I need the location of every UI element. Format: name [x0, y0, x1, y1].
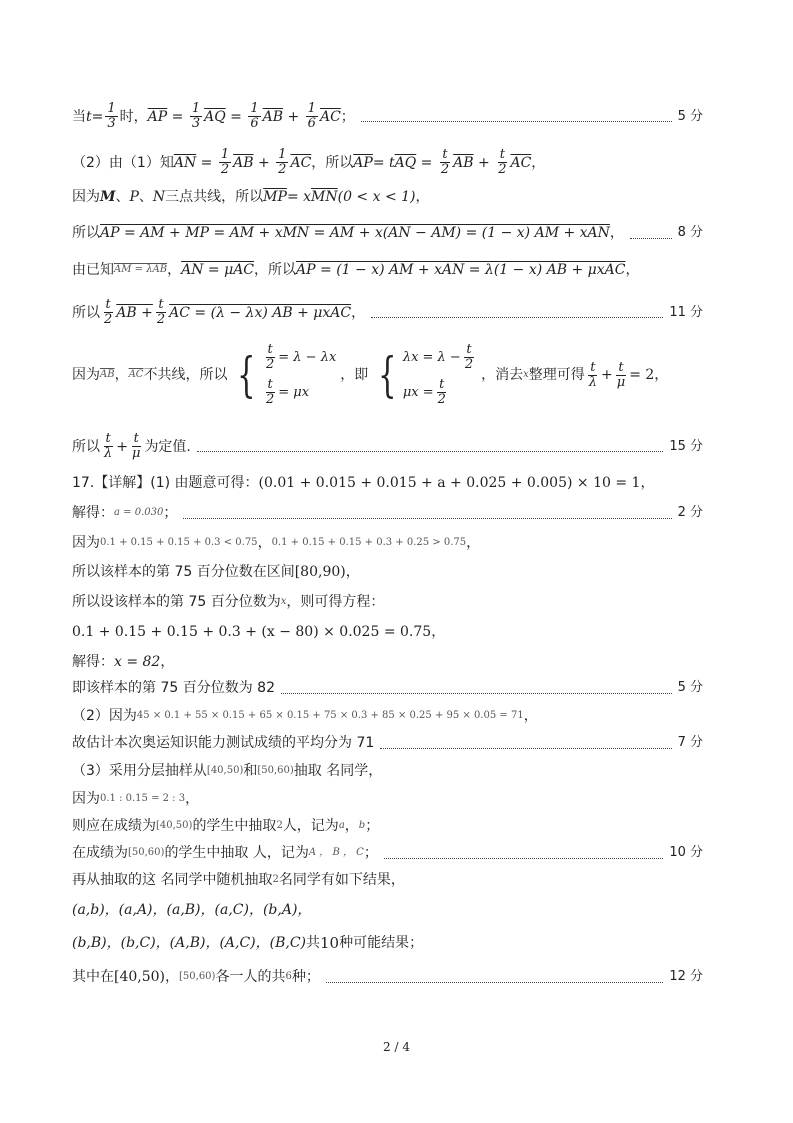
math-var: M: [100, 189, 116, 205]
vector: $\overline{AC}$: [128, 369, 144, 380]
line-text: ，: [165, 969, 180, 985]
line-text: ，即: [340, 367, 369, 383]
denominator: 2: [498, 162, 507, 177]
line-text: 在成绩为: [72, 845, 128, 861]
denominator: 2: [266, 357, 275, 372]
interval: [40,50): [206, 765, 244, 776]
numerator: t: [442, 147, 448, 162]
numerator: t: [105, 431, 111, 446]
line-text: ，: [415, 189, 430, 205]
math-expression: AP = (1 − x) AM + xAN = λ(1 − x) AB + μxAC: [296, 262, 626, 278]
denominator: μ: [616, 374, 626, 390]
interval: [80,90): [294, 564, 346, 580]
solution-line: [72, 533, 703, 553]
line-text: ，: [344, 818, 359, 834]
line-text: 种；: [291, 969, 320, 985]
line-text: ，: [167, 262, 182, 278]
math-expression: AP = AM + MP = AM + xMN = AM + x(AN − AM) = (1 − x) AM + xAN: [100, 225, 610, 241]
line-text: 其中在: [72, 969, 114, 985]
line-text: ，: [345, 564, 360, 580]
line-text: 人，记为: [282, 818, 339, 834]
equation-system: [231, 343, 336, 407]
math-condition: (0 < x < 1): [337, 189, 416, 205]
numerator: t: [439, 377, 445, 392]
fraction: [102, 432, 114, 461]
math-operator: = x: [286, 189, 312, 205]
math-operator: =: [416, 154, 437, 171]
line-text: 名同学有如下结果，: [278, 872, 405, 888]
denominator: 2: [156, 312, 166, 327]
math-operator: =: [167, 108, 188, 125]
solution-line: [72, 789, 703, 809]
solution-line: [72, 102, 703, 131]
fraction: [276, 148, 288, 177]
vector: $\overline{AQ}$: [204, 108, 226, 125]
line-text: 所以: [72, 438, 100, 455]
line-text: 抽取 名同学，: [293, 763, 383, 779]
fraction: [190, 102, 202, 131]
solution-line: [72, 298, 703, 327]
line-text: ，: [185, 791, 200, 807]
line-text: （2）由（1）知: [72, 154, 174, 171]
math-expression: 45 × 0.1 + 55 × 0.15 + 65 × 0.15 + 75 × 0.3 + 85 × 0.25 + 95 × 0.05 = 71: [136, 710, 524, 721]
line-text: ，: [160, 654, 175, 670]
vector: $\overline{AB}$: [233, 154, 254, 171]
solution-line: [72, 678, 703, 698]
fraction: [264, 378, 276, 407]
line-text: 的学生中抽取: [192, 818, 277, 834]
numerator: t: [133, 431, 139, 446]
line-text: ，则可得方程：: [286, 594, 385, 610]
math-expression: a = 0.030: [114, 507, 164, 518]
line-text: 因为: [72, 535, 100, 551]
denominator: 2: [437, 392, 446, 407]
leader-dots: [384, 858, 663, 859]
line-text: ，: [351, 304, 366, 321]
vector: $\overline{MN}$: [311, 189, 338, 205]
score-label: 7 分: [677, 735, 703, 750]
vector: $\overline{AB}$: [453, 154, 474, 171]
line-text: ，: [257, 535, 272, 551]
score-label: 5 分: [677, 680, 703, 695]
page-number: 2 / 4: [383, 1040, 410, 1054]
math-expression: 0.1 : 0.15 = 2 : 3: [100, 793, 186, 804]
math-number: 2: [276, 820, 283, 831]
leader-dots: [183, 518, 671, 519]
interval: [50,60): [257, 765, 294, 776]
math-operator: =: [225, 108, 247, 125]
leader-dots: [361, 121, 672, 122]
equation: λx = λ −: [402, 349, 461, 365]
solution-line: [72, 148, 703, 177]
solution-line: [72, 761, 703, 781]
fraction: [248, 102, 260, 131]
numerator: t: [466, 342, 472, 357]
numerator: t: [267, 342, 273, 357]
line-text: 各一人的共: [215, 969, 286, 985]
solution-line: [72, 432, 703, 461]
interval: [50,60): [179, 971, 216, 982]
fraction: [155, 298, 167, 327]
math-var: A ， B ， C: [308, 847, 364, 858]
math-expression: AN = μAC: [181, 262, 255, 278]
line-text: 则应在成绩为: [72, 818, 156, 834]
math-var: P: [129, 189, 139, 205]
score-label: 5 分: [677, 108, 703, 124]
leader-dots: [630, 238, 672, 239]
denominator: 2: [278, 162, 287, 177]
score-label: 10 分: [669, 845, 703, 860]
numerator: t: [267, 377, 273, 392]
solution-line: [72, 900, 703, 920]
vector: $\overline{AC}$: [319, 108, 341, 125]
line-text: 故估计本次奥运知识能力测试成绩的平均分为 71: [72, 735, 375, 751]
fraction: [615, 361, 627, 390]
solution-line: [72, 652, 703, 672]
denominator: 2: [220, 162, 230, 177]
leader-dots: [197, 451, 663, 452]
denominator: 2: [266, 392, 275, 407]
score-label: 12 分: [669, 969, 703, 984]
line-text: 时，: [119, 108, 148, 125]
brace: {: [237, 347, 256, 403]
line-text: 由已知: [72, 262, 114, 278]
math-operator: +: [253, 154, 275, 171]
math-var: t: [86, 108, 92, 125]
solution-line: [72, 933, 703, 953]
math-operator: +: [283, 108, 304, 125]
solution-line: [72, 622, 703, 642]
vector: $\overline{AP}$: [147, 108, 168, 125]
line-text: 所以: [72, 304, 100, 321]
leader-dots: [281, 693, 672, 694]
equation: μx =: [402, 384, 434, 400]
line-text: ，: [531, 154, 546, 171]
score-label: 11 分: [669, 304, 703, 320]
line-text: 所以设该样本的第 75 百分位数为: [72, 594, 281, 610]
math-expression: (a,b)，(a,A)，(a,B)，(a,C)，(b,A)，: [72, 902, 312, 918]
line-text: ，: [609, 225, 624, 241]
leader-dots: [326, 982, 663, 983]
fraction: [130, 432, 142, 461]
math-number: 10: [320, 934, 340, 952]
denominator: 6: [307, 116, 316, 131]
math-operator: +: [601, 367, 613, 383]
denominator: 3: [191, 116, 201, 131]
equation-system: [372, 343, 477, 407]
math-operator: +: [473, 154, 495, 171]
line-text: 、: [115, 189, 130, 205]
math-expression: 0.1 + 0.15 + 0.15 + 0.3 + (x − 80) × 0.025 = 0.75: [72, 624, 432, 640]
math-operator: =: [91, 108, 104, 125]
line-text: 因为: [72, 791, 100, 807]
numerator: 1: [191, 101, 201, 116]
leader-dots: [380, 748, 671, 749]
line-text: 因为: [72, 189, 100, 205]
line-text: ，: [114, 367, 129, 383]
score-label: 15 分: [669, 438, 703, 454]
math-expression: x = 82: [114, 654, 161, 670]
line-text: 再从抽取的这 名同学中随机抽取: [72, 872, 273, 888]
denominator: 2: [464, 357, 474, 372]
denominator: λ: [588, 374, 597, 390]
math-operator: +: [116, 438, 128, 455]
line-text: 三点共线，所以: [165, 189, 264, 205]
line-text: 的学生中抽取 人，记为: [164, 845, 309, 861]
numerator: t: [158, 297, 164, 312]
line-text: ，所以: [311, 154, 354, 171]
score-label: 8 分: [677, 225, 703, 240]
line-text: ；: [363, 845, 378, 861]
line-text: （3）采用分层抽样从: [72, 763, 207, 779]
solution-line: [72, 733, 703, 753]
fraction: [102, 298, 114, 327]
line-text: 因为: [72, 367, 100, 383]
numerator: t: [618, 359, 624, 375]
math-number: 6: [285, 971, 292, 982]
vector: $\overline{AB}$: [100, 369, 115, 380]
line-text: 所以: [72, 225, 100, 241]
line-text: ，: [654, 367, 669, 383]
math-expression: (b,B)，(b,C)，(A,B)，(A,C)，(B,C): [72, 935, 307, 951]
vector: $\overline{AQ}$: [394, 154, 417, 171]
denominator: λ: [104, 446, 113, 461]
solution-line: [72, 340, 703, 410]
math-expression: = 2: [629, 367, 655, 383]
math-expression: 0.1 + 0.15 + 0.15 + 0.3 < 0.75: [100, 537, 258, 548]
interval: [40,50): [114, 969, 166, 985]
line-text: ；: [340, 108, 355, 125]
vector: $\overline{AP}$: [353, 154, 373, 171]
numerator: 1: [107, 101, 116, 116]
solution-line: [72, 562, 703, 582]
numerator: t: [499, 147, 505, 162]
vector: $\overline{AC}$: [290, 154, 312, 171]
line-text: ；: [365, 818, 380, 834]
math-var: a: [338, 820, 345, 831]
interval: [50,60): [128, 847, 165, 858]
line-text: 即该样本的第 75 百分位数为 82: [72, 680, 275, 696]
math-expression: (0.01 + 0.015 + 0.015 + a + 0.025 + 0.005) × 10 = 1: [258, 475, 641, 491]
line-text: ，所以: [254, 262, 297, 278]
solution-line: [72, 706, 703, 726]
line-text: ，: [625, 262, 640, 278]
math-var: b: [358, 820, 366, 831]
vector: $\overline{AN}$: [173, 154, 197, 171]
numerator: t: [590, 359, 596, 375]
denominator: 6: [250, 116, 259, 131]
numerator: 1: [278, 147, 287, 162]
vector: $\overline{MP}$: [263, 189, 287, 205]
line-text: 为定值.: [144, 438, 191, 455]
fraction: [463, 343, 475, 372]
line-text: 共: [306, 935, 321, 951]
line-text: 整理可得: [528, 367, 585, 383]
math-expression: AC = (λ − λx) AB + μxAC: [169, 304, 352, 321]
fraction: [496, 148, 508, 177]
leader-dots: [371, 317, 663, 318]
math-var: x: [280, 596, 287, 607]
line-text: 解得：: [72, 505, 114, 521]
score-label: 2 分: [677, 505, 703, 520]
interval: [40,50): [156, 820, 193, 831]
math-var: N: [152, 189, 166, 205]
line-text: ，消去: [481, 367, 524, 383]
line-text: 解得：: [72, 654, 114, 670]
equation: = λ − λx: [278, 349, 337, 365]
numerator: 1: [220, 147, 230, 162]
math-operator: =: [196, 154, 217, 171]
solution-line: [72, 967, 703, 987]
line-text: ，: [640, 475, 655, 491]
math-operator: = t: [372, 154, 395, 171]
line-text: ；: [163, 505, 178, 521]
line-text: 17.【详解】(1) 由题意可得：: [72, 475, 259, 491]
brace: {: [378, 347, 397, 403]
equation: = μx: [278, 384, 310, 400]
line-text: ，: [431, 624, 446, 640]
solution-line: [72, 870, 703, 890]
line-text: 不共线，所以: [143, 367, 228, 383]
math-var: x: [523, 369, 529, 380]
line-text: ，: [466, 535, 481, 551]
line-text: 所以该样本的第 75 百分位数在区间: [72, 564, 295, 580]
fraction: [436, 378, 448, 407]
solution-line: [72, 503, 703, 523]
vector: $\overline{AB}$: [262, 108, 284, 125]
denominator: μ: [131, 446, 141, 461]
math-expression: 0.1 + 0.15 + 0.15 + 0.3 + 0.25 > 0.75: [271, 537, 467, 548]
numerator: 1: [250, 101, 259, 116]
vector: $\overline{AC}$: [510, 154, 532, 171]
line-text: 、: [138, 189, 153, 205]
fraction: [219, 148, 231, 177]
denominator: 3: [107, 116, 116, 131]
solution-line: [72, 187, 703, 207]
fraction: [587, 361, 599, 390]
line-text: 种可能结果；: [339, 935, 424, 951]
fraction: [264, 343, 276, 372]
line-text: 当: [72, 108, 86, 125]
line-text: 和: [243, 763, 258, 779]
math-expression: AB +: [116, 304, 153, 321]
solution-line: [72, 592, 703, 612]
math-number: 2: [272, 874, 279, 885]
fraction: [105, 102, 117, 131]
numerator: t: [105, 297, 111, 312]
solution-line: [72, 223, 703, 243]
line-text: （2）因为: [72, 708, 137, 724]
solution-line: [72, 816, 703, 836]
line-text: ，: [523, 708, 538, 724]
numerator: 1: [307, 101, 316, 116]
math-expression: AM = λAB: [114, 264, 168, 275]
fraction: [439, 148, 451, 177]
denominator: 2: [104, 312, 113, 327]
fraction: [306, 102, 318, 131]
solution-line: [72, 473, 703, 493]
solution-line: [72, 843, 703, 863]
solution-line: [72, 260, 703, 280]
denominator: 2: [440, 162, 450, 177]
